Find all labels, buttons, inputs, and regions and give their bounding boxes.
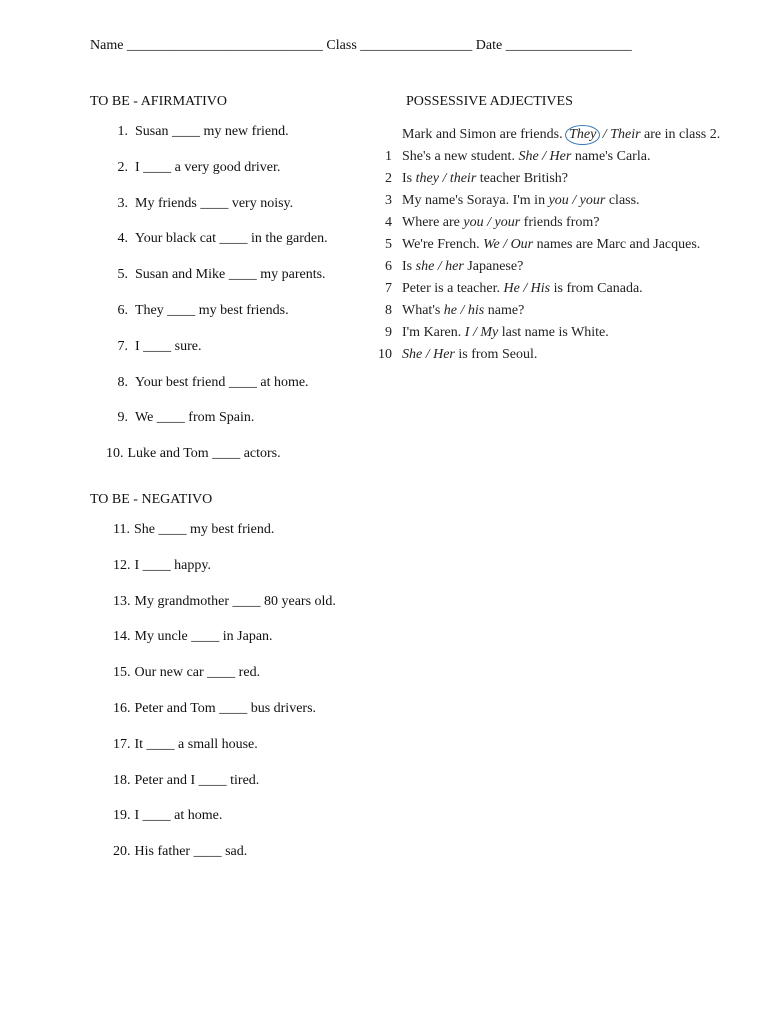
item-number: 4.	[117, 231, 128, 247]
item-number: 20.	[113, 844, 131, 860]
possessive-item	[402, 281, 643, 297]
list-item	[113, 665, 260, 681]
item-number: 15.	[113, 665, 131, 681]
list-item	[106, 196, 293, 212]
item-sentence: I ____ sure.	[135, 338, 202, 354]
item-number: 17.	[113, 736, 131, 752]
item-sentence: My uncle ____ in Japan.	[134, 629, 273, 645]
item-number: 3.	[117, 195, 128, 211]
item-sentence: Luke and Tom ____ actors.	[127, 446, 281, 462]
item-text-end: name?	[484, 303, 525, 318]
possessive-item	[402, 193, 640, 209]
item-number: 14.	[113, 629, 131, 645]
item-sentence: Your best friend ____ at home.	[135, 374, 309, 390]
item-choice: he / his	[443, 303, 485, 318]
item-choice: She / Her	[402, 347, 455, 362]
item-text: My name's Soraya. I'm in	[402, 193, 549, 208]
list-item	[113, 558, 211, 574]
item-text: Peter is a teacher.	[402, 281, 504, 296]
example-text-end: are in class 2.	[640, 127, 721, 142]
item-number: 6.	[117, 303, 128, 318]
item-choice: We / Our	[483, 237, 534, 252]
example-alternative: Their	[610, 127, 641, 142]
possessive-item	[402, 171, 568, 187]
possessive-item	[402, 149, 650, 165]
item-text: What's	[402, 303, 444, 318]
list-item	[106, 124, 289, 140]
possessive-item-number: 3	[385, 193, 392, 208]
possessive-item-number: 10	[378, 347, 392, 362]
item-text: She's a new student.	[402, 149, 519, 164]
list-item	[113, 808, 222, 824]
list-item	[106, 375, 309, 391]
item-sentence: It ____ a small house.	[134, 736, 258, 752]
item-sentence: I ____ a very good driver.	[135, 159, 281, 175]
item-sentence: Peter and I ____ tired.	[134, 772, 260, 788]
list-item	[113, 594, 336, 610]
item-choice: you / your	[463, 215, 521, 230]
list-item	[113, 773, 259, 789]
item-text: Where are	[402, 215, 464, 230]
item-sentence: Susan and Mike ____ my parents.	[135, 267, 326, 283]
possessive-item	[402, 347, 537, 363]
circled-answer: They	[565, 125, 600, 145]
item-text-end: friends from?	[520, 215, 600, 230]
item-text: Is	[402, 259, 416, 274]
list-item	[113, 629, 273, 645]
list-item	[106, 267, 326, 283]
item-choice: she / her	[415, 259, 464, 274]
item-text-end: name's Carla.	[571, 149, 651, 164]
item-text-end: class.	[605, 193, 640, 208]
item-choice: you / your	[548, 193, 606, 208]
item-number: 7.	[117, 338, 128, 354]
item-text-end: is from Seoul.	[454, 347, 538, 362]
possessive-example	[402, 127, 720, 143]
item-choice: I / My	[464, 325, 499, 340]
example-text: Mark and Simon are friends.	[402, 127, 567, 142]
section-title-afirmativo: TO BE - AFIRMATIVO	[90, 94, 228, 109]
list-item	[106, 303, 289, 319]
possessive-item	[402, 259, 523, 275]
list-item	[113, 522, 274, 538]
item-number: 9.	[117, 410, 128, 426]
item-sentence: My grandmother ____ 80 years old.	[134, 593, 336, 609]
item-number: 10.	[106, 446, 124, 462]
item-number: 8.	[117, 374, 128, 390]
list-item	[106, 339, 202, 355]
item-number: 13.	[113, 593, 131, 609]
item-text: Is	[402, 171, 416, 186]
list-item	[113, 701, 316, 717]
item-choice: they / their	[415, 171, 477, 186]
item-sentence: Your black cat ____ in the garden.	[135, 231, 328, 247]
item-sentence: She ____ my best friend.	[133, 522, 275, 537]
possessive-item-number: 2	[385, 171, 392, 186]
item-number: 16.	[113, 701, 131, 716]
item-text-end: names are Marc and Jacques.	[533, 237, 701, 252]
list-item	[113, 844, 247, 860]
possessive-item-number: 4	[385, 215, 392, 230]
section-title-possessive: POSSESSIVE ADJECTIVES	[406, 94, 573, 109]
possessive-item	[402, 237, 700, 253]
possessive-item-number: 9	[385, 325, 392, 340]
item-text: We're French.	[402, 237, 484, 252]
item-number: 19.	[113, 808, 131, 824]
item-sentence: Our new car ____ red.	[134, 665, 261, 681]
item-text-end: last name is White.	[498, 325, 609, 340]
item-sentence: I ____ at home.	[134, 808, 223, 824]
item-number: 11.	[113, 522, 130, 537]
item-number: 5.	[117, 267, 128, 283]
item-sentence: I ____ happy.	[134, 557, 211, 573]
item-number: 1.	[117, 124, 128, 139]
possessive-item-number: 8	[385, 303, 392, 318]
list-item	[106, 160, 280, 176]
possessive-item	[402, 325, 609, 341]
possessive-item-number: 5	[385, 237, 392, 252]
item-number: 2.	[117, 159, 128, 175]
item-text-end: Japanese?	[463, 259, 524, 274]
item-sentence: His father ____ sad.	[134, 844, 248, 860]
item-sentence: My friends ____ very noisy.	[135, 195, 294, 211]
item-text-end: is from Canada.	[550, 281, 643, 296]
example-separator: /	[599, 127, 611, 142]
item-number: 18.	[113, 772, 131, 788]
item-sentence: Susan ____ my new friend.	[135, 124, 289, 139]
item-text-end: teacher British?	[476, 171, 569, 186]
possessive-item	[402, 215, 599, 231]
possessive-item-number: 1	[385, 149, 392, 164]
item-text: I'm Karen.	[402, 325, 465, 340]
item-sentence: They ____ my best friends.	[135, 303, 289, 318]
list-item	[106, 446, 281, 462]
item-number: 12.	[113, 557, 131, 573]
possessive-item-number: 6	[385, 259, 392, 274]
item-sentence: We ____ from Spain.	[135, 410, 255, 426]
list-item	[106, 231, 328, 247]
possessive-item-number: 7	[385, 281, 392, 296]
item-choice: She / Her	[518, 149, 572, 164]
item-sentence: Peter and Tom ____ bus drivers.	[134, 701, 317, 716]
list-item	[113, 737, 258, 753]
section-title-negativo: TO BE - NEGATIVO	[90, 492, 213, 507]
list-item	[106, 410, 254, 426]
possessive-item	[402, 303, 524, 319]
item-choice: He / His	[503, 281, 551, 296]
header-name-class-date: Name ____________________________ Class ________________ Date __________________	[90, 38, 632, 53]
